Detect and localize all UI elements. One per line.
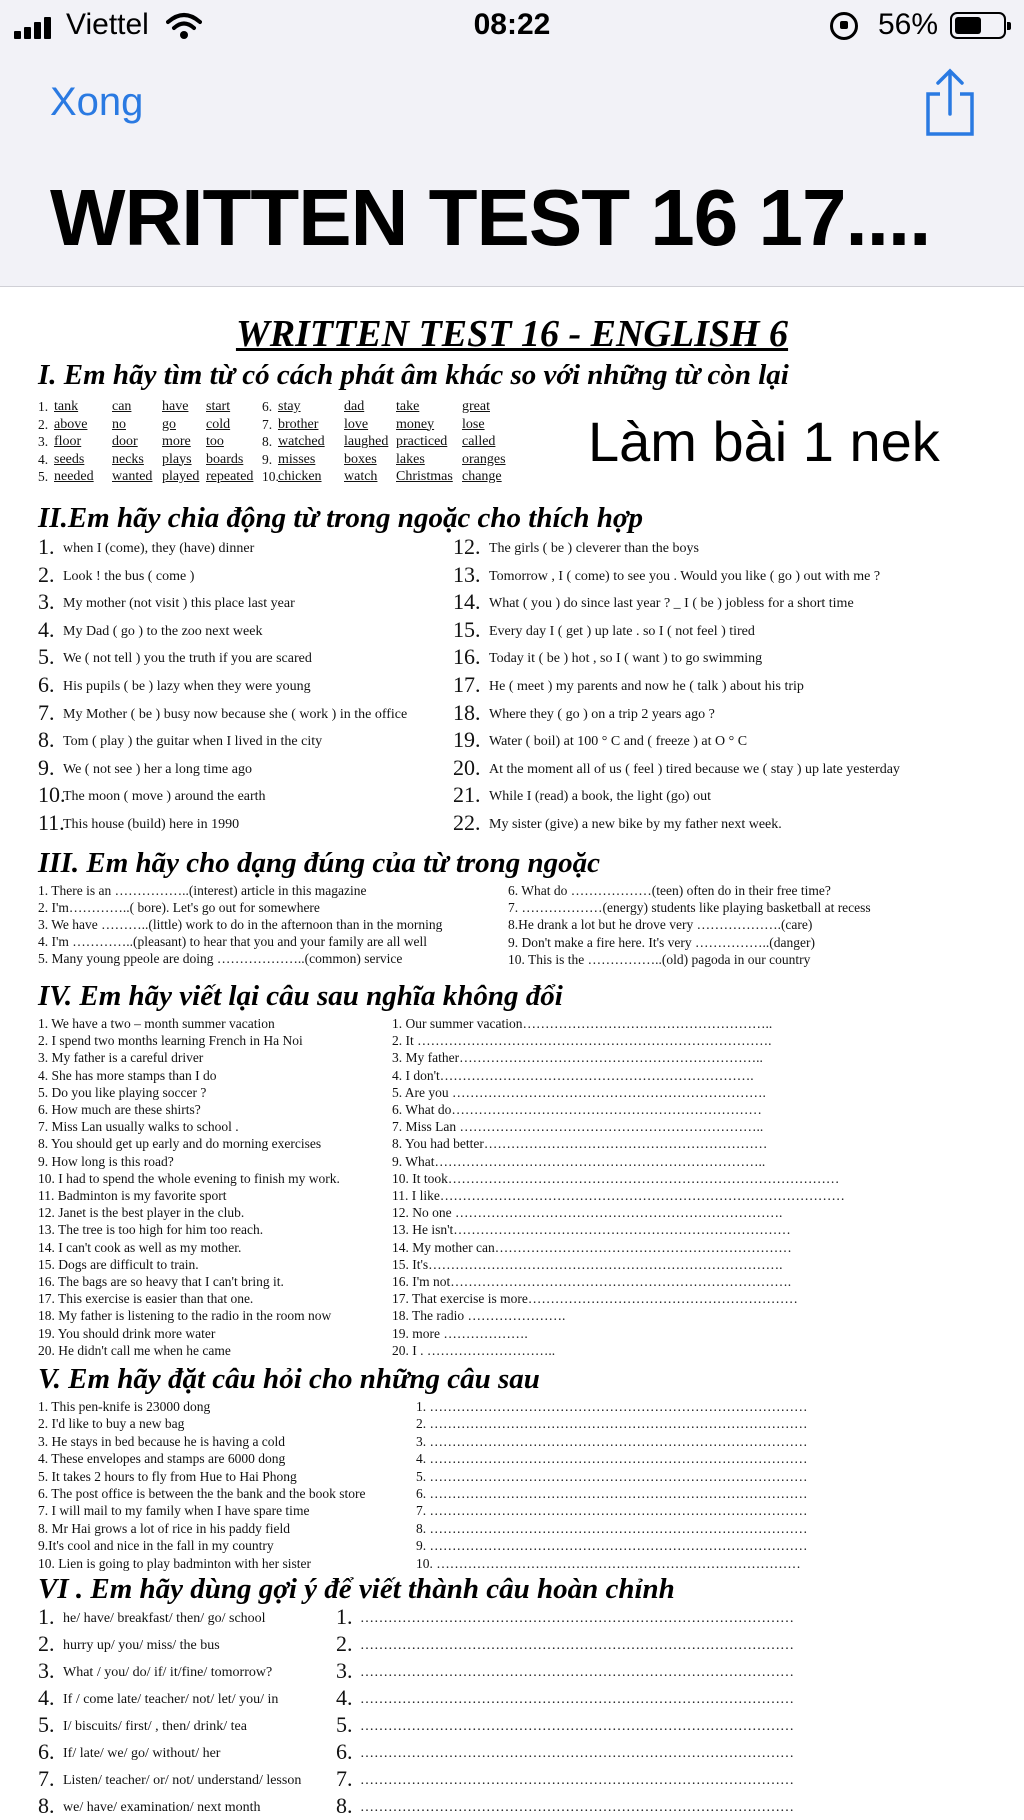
word-form-question: 10. This is the ……………..(old) pagoda in our country [508, 951, 811, 967]
done-button[interactable]: Xong [50, 80, 144, 124]
rewrite-source: 12. Janet is the best player in the club. [38, 1205, 245, 1221]
question-statement: 4. These envelopes and stamps are 6000 dong [38, 1451, 286, 1467]
document-title: WRITTEN TEST 16 17.... [50, 173, 931, 262]
word-option: watched [278, 434, 325, 449]
clock: 08:22 [473, 8, 551, 41]
verb-question: He ( meet ) my parents and now he ( talk ) about his trip [489, 679, 804, 694]
rewrite-source: 13. The tree is too high for him too reach. [38, 1222, 264, 1238]
word-option: lakes [396, 451, 425, 467]
question-number: 1. [38, 534, 55, 559]
question-answer-line: 9. ………………………………………………………………………… [416, 1538, 808, 1554]
question-statement: 9.It's cool and nice in the fall in my country [38, 1538, 274, 1554]
word-option: more [162, 434, 191, 449]
rewrite-answer-line: 18. The radio …………………. [392, 1308, 566, 1324]
section-2-heading: II.Em hãy chia động từ trong ngoặc cho thích hợp [38, 502, 643, 534]
answer-line: ………………………………………………………………………………… [360, 1719, 794, 1734]
rewrite-answer-line: 17. That exercise is more…………………………………………………… [392, 1291, 798, 1307]
question-number: 4. [38, 616, 55, 642]
rewrite-answer-line: 20. I . ……………………….. [392, 1342, 556, 1358]
question-number: 20. [453, 754, 481, 780]
question-statement: 10. Lien is going to play badminton with her sister [38, 1555, 311, 1571]
word-option: necks [112, 451, 144, 467]
verb-question: While I (read) a book, the light (go) out [489, 789, 711, 805]
question-answer-line: 7. ………………………………………………………………………… [416, 1503, 808, 1519]
question-number: 9. [38, 754, 55, 780]
word-option: dad [344, 399, 365, 414]
answer-line: ………………………………………………………………………………… [360, 1773, 794, 1788]
verb-question: when I (come), they (have) dinner [63, 541, 255, 556]
word-option: boxes [344, 451, 377, 467]
question-answer-line: 10. ……………………………………………………………………… [416, 1555, 801, 1571]
status-bar [0, 0, 1024, 50]
carrier-name: Viettel [66, 8, 149, 41]
rewrite-answer-line: 15. It's……………………………………………………………………. [392, 1256, 783, 1272]
sentence-prompt: What / you/ do/ if/ it/fine/ tomorrow? [63, 1665, 273, 1680]
verb-question: My Mother ( be ) busy now because she ( work ) in the office [63, 706, 408, 722]
verb-question: My Dad ( go ) to the zoo next week [63, 623, 263, 639]
prompt-number: 7. [38, 1766, 55, 1791]
verb-question: Today it ( be ) hot , so I ( want ) to go swimming [489, 651, 763, 667]
rewrite-answer-line: 6. What do…………………………………………………………… [392, 1102, 762, 1117]
rewrite-answer-line: 3. My father………………………………………………………….. [392, 1050, 763, 1066]
question-answer-line: 3. ………………………………………………………………………… [416, 1433, 808, 1449]
word-option: can [112, 399, 132, 414]
option-number: 3. [38, 434, 49, 449]
sentence-prompt: hurry up/ you/ miss/ the bus [63, 1638, 220, 1653]
sentence-prompt: I/ biscuits/ first/ , then/ drink/ tea [63, 1719, 247, 1734]
word-option: lose [462, 416, 485, 432]
battery-icon [950, 12, 1006, 39]
option-number: 2. [38, 416, 49, 432]
word-option: love [344, 416, 369, 432]
prompt-number: 4. [38, 1685, 55, 1710]
word-option: money [396, 416, 435, 432]
question-statement: 5. It takes 2 hours to fly from Hue to Hai Phong [38, 1468, 297, 1484]
answer-number: 4. [336, 1685, 353, 1710]
rewrite-source: 1. We have a two – month summer vacation [38, 1016, 275, 1031]
answer-number: 7. [336, 1766, 353, 1791]
word-option: played [162, 469, 200, 484]
option-number: 7. [262, 416, 273, 432]
word-option: needed [54, 469, 94, 484]
section-6-heading: VI . Em hãy dùng gợi ý để viết thành câu hoàn chỉnh [38, 1573, 675, 1605]
question-answer-line: 1. ………………………………………………………………………… [416, 1399, 808, 1414]
prompt-number: 5. [38, 1712, 55, 1737]
word-option: practiced [396, 434, 448, 449]
word-option: watch [344, 469, 378, 484]
word-option: seeds [54, 451, 85, 467]
document-page[interactable] [0, 287, 1024, 1820]
verb-question: The moon ( move ) around the earth [63, 789, 266, 805]
word-form-question: 7. ………………(energy) students like playing basketball at recess [508, 900, 871, 916]
word-option: take [396, 399, 420, 414]
rewrite-answer-line: 5. Are you ……………………………………………………………. [392, 1084, 766, 1100]
question-number: 5. [38, 644, 55, 670]
word-option: above [54, 416, 88, 432]
rewrite-answer-line: 2. It ……………………………………………………………………. [392, 1033, 772, 1049]
prompt-number: 6. [38, 1739, 55, 1764]
word-option: plays [162, 451, 192, 467]
sentence-prompt: Listen/ teacher/ or/ not/ understand/ lesson [63, 1773, 302, 1788]
verb-question: Every day I ( get ) up late . so I ( not feel ) tired [489, 623, 755, 639]
rewrite-source: 18. My father is listening to the radio in the room now [38, 1308, 332, 1324]
rewrite-answer-line: 10. It took…………………………………………………………………………… [392, 1170, 840, 1186]
rewrite-answer-line: 13. He isn't………………………………………………………………… [392, 1222, 791, 1238]
rotation-lock-icon [830, 12, 858, 40]
word-option: brother [278, 416, 319, 432]
question-answer-line: 5. ………………………………………………………………………… [416, 1468, 808, 1484]
rewrite-source: 20. He didn't call me when he came [38, 1342, 231, 1358]
question-number: 3. [38, 589, 55, 615]
option-number: 8. [262, 434, 273, 449]
word-option: called [462, 434, 496, 449]
question-number: 19. [453, 727, 481, 753]
answer-line: ………………………………………………………………………………… [360, 1746, 794, 1761]
prompt-number: 3. [38, 1658, 55, 1683]
sentence-prompt: If / come late/ teacher/ not/ let/ you/ in [63, 1692, 279, 1707]
rewrite-answer-line: 16. I'm not…………………………………………………………………. [392, 1274, 792, 1289]
question-answer-line: 8. ………………………………………………………………………… [416, 1520, 808, 1536]
word-form-question: 5. Many young ppeole are doing ………………..(common) service [38, 951, 403, 966]
word-option: door [112, 434, 138, 449]
battery-percent: 56% [878, 8, 939, 41]
rewrite-source: 2. I spend two months learning French in Ha Noi [38, 1033, 303, 1049]
rewrite-answer-line: 9. What……………………………………………………………….. [392, 1153, 766, 1169]
sentence-prompt: he/ have/ breakfast/ then/ go/ school [63, 1611, 266, 1626]
battery-fill [955, 17, 981, 34]
word-option: chicken [278, 469, 322, 484]
word-option: stay [278, 399, 301, 414]
rewrite-source: 10. I had to spend the whole evening to finish my work. [38, 1170, 340, 1186]
verb-question: Water ( boil) at 100 ° C and ( freeze ) at O ° C [489, 734, 748, 750]
option-number: 4. [38, 451, 49, 467]
word-option: repeated [206, 469, 254, 484]
rewrite-source: 16. The bags are so heavy that I can't bring it. [38, 1274, 284, 1289]
word-form-question: 6. What do ………………(teen) often do in their free time? [508, 883, 831, 898]
prompt-number: 8. [38, 1793, 55, 1818]
verb-question: The girls ( be ) cleverer than the boys [489, 541, 699, 556]
rewrite-answer-line: 14. My mother can………………………………………………………… [392, 1239, 792, 1255]
verb-question: Where they ( go ) on a trip 2 years ago ? [489, 706, 715, 722]
question-number: 16. [453, 644, 481, 670]
share-icon[interactable] [924, 68, 976, 138]
option-number: 9. [262, 451, 273, 467]
question-number: 7. [38, 699, 55, 725]
verb-question: Tomorrow , I ( come) to see you . Would you like ( go ) out with me ? [489, 568, 881, 584]
word-option: Christmas [396, 469, 453, 484]
rewrite-answer-line: 1. Our summer vacation……………………………………………….. [392, 1016, 773, 1031]
answer-line: ………………………………………………………………………………… [360, 1800, 794, 1815]
word-form-question: 4. I'm …………..(pleasant) to hear that you and your family are all well [38, 934, 427, 949]
word-option: great [462, 399, 490, 414]
rewrite-source: 7. Miss Lan usually walks to school . [38, 1119, 239, 1135]
rewrite-source: 8. You should get up early and do morning exercises [38, 1136, 322, 1152]
verb-question: Tom ( play ) the guitar when I lived in the city [63, 734, 323, 750]
answer-number: 1. [336, 1604, 353, 1629]
section-1-heading: I. Em hãy tìm từ có cách phát âm khác so với những từ còn lại [38, 359, 789, 391]
rewrite-source: 3. My father is a careful driver [38, 1050, 204, 1066]
word-form-question: 1. There is an ……………..(interest) article in this magazine [38, 883, 367, 898]
verb-question: His pupils ( be ) lazy when they were young [63, 679, 311, 694]
word-form-question: 8.He drank a lot but he drove very ……………….(care) [508, 917, 813, 933]
sentence-prompt: If/ late/ we/ go/ without/ her [63, 1746, 221, 1761]
word-option: floor [54, 434, 82, 449]
verb-question: We ( not see ) her a long time ago [63, 761, 252, 777]
word-option: laughed [344, 434, 389, 449]
prompt-number: 2. [38, 1631, 55, 1656]
option-number: 10. [262, 469, 279, 484]
answer-line: ………………………………………………………………………………… [360, 1611, 794, 1626]
question-number: 6. [38, 672, 55, 697]
answer-line: ………………………………………………………………………………… [360, 1692, 794, 1707]
word-option: wanted [112, 469, 153, 484]
verb-question: My sister (give) a new bike by my father next week. [489, 817, 782, 832]
verb-question: This house (build) here in 1990 [63, 817, 240, 832]
word-option: have [162, 399, 189, 414]
word-form-question: 9. Don't make a fire here. It's very ……………..(danger) [508, 934, 816, 950]
question-number: 22. [453, 810, 481, 835]
rewrite-answer-line: 19. more ………………. [392, 1325, 528, 1341]
test-title: WRITTEN TEST 16 - ENGLISH 6 [235, 313, 789, 355]
rewrite-source: 14. I can't cook as well as my mother. [38, 1239, 242, 1255]
question-statement: 1. This pen-knife is 23000 dong [38, 1399, 211, 1414]
handwritten-annotation: Làm bài 1 nek [588, 410, 940, 473]
answer-line: ………………………………………………………………………………… [360, 1665, 794, 1680]
question-statement: 7. I will mail to my family when I have spare time [38, 1503, 310, 1519]
verb-question: At the moment all of us ( feel ) tired because we ( stay ) up late yesterday [489, 761, 900, 777]
option-number: 1. [38, 399, 49, 414]
question-answer-line: 2. ………………………………………………………………………… [416, 1416, 808, 1432]
question-number: 15. [453, 616, 481, 642]
word-form-question: 2. I'm…………..( bore). Let's go out for somewhere [38, 900, 320, 915]
question-statement: 8. Mr Hai grows a lot of rice in his paddy field [38, 1520, 290, 1536]
answer-number: 3. [336, 1658, 353, 1683]
question-number: 13. [453, 561, 481, 587]
prompt-number: 1. [38, 1604, 55, 1629]
rewrite-source: 11. Badminton is my favorite sport [38, 1188, 227, 1203]
rewrite-answer-line: 8. You had better……………………………………………………… [392, 1136, 768, 1152]
rewrite-source: 5. Do you like playing soccer ? [38, 1084, 207, 1100]
rewrite-source: 15. Dogs are difficult to train. [38, 1256, 199, 1272]
option-number: 6. [262, 399, 273, 414]
question-number: 2. [38, 561, 55, 587]
question-number: 21. [453, 782, 481, 808]
question-statement: 3. He stays in bed because he is having a cold [38, 1433, 286, 1449]
answer-number: 5. [336, 1712, 353, 1737]
answer-number: 6. [336, 1739, 353, 1764]
verb-question: My mother (not visit ) this place last year [63, 596, 295, 612]
rewrite-answer-line: 4. I don't……………………………………………………………. [392, 1067, 754, 1083]
rewrite-answer-line: 7. Miss Lan ………………………………………………………….. [392, 1119, 764, 1135]
word-option: misses [278, 451, 316, 467]
word-form-question: 3. We have ………..(little) work to do in the afternoon than in the morning [38, 917, 443, 932]
section-5-heading: V. Em hãy đặt câu hỏi cho những câu sau [38, 1363, 540, 1395]
word-option: too [206, 434, 224, 449]
rewrite-answer-line: 12. No one ………………………………………………………………. [392, 1205, 783, 1221]
word-option: tank [54, 399, 79, 414]
answer-line: ………………………………………………………………………………… [360, 1638, 794, 1653]
verb-question: We ( not tell ) you the truth if you are scared [63, 651, 312, 667]
sentence-prompt: we/ have/ examination/ next month [63, 1800, 261, 1815]
verb-question: What ( you ) do since last year ? _ I ( be ) jobless for a short time [489, 596, 854, 612]
rewrite-source: 6. How much are these shirts? [38, 1102, 201, 1117]
word-option: go [162, 416, 176, 432]
question-statement: 6. The post office is between the the bank and the book store [38, 1486, 366, 1501]
word-option: start [206, 399, 231, 414]
word-option: boards [206, 451, 244, 467]
rewrite-source: 4. She has more stamps than I do [38, 1067, 217, 1083]
section-3-heading: III. Em hãy cho dạng đúng của từ trong ngoặc [38, 847, 601, 879]
word-option: change [462, 469, 502, 484]
question-answer-line: 6. ………………………………………………………………………… [416, 1486, 808, 1501]
rewrite-source: 19. You should drink more water [38, 1325, 216, 1341]
answer-number: 2. [336, 1631, 353, 1656]
question-answer-line: 4. ………………………………………………………………………… [416, 1451, 808, 1467]
question-number: 17. [453, 672, 481, 697]
answer-number: 8. [336, 1793, 353, 1818]
rewrite-answer-line: 11. I like……………………………………………………………………………… [392, 1188, 845, 1203]
word-option: no [112, 416, 126, 432]
option-number: 5. [38, 469, 49, 484]
section-4-heading: IV. Em hãy viết lại câu sau nghĩa không đổi [38, 980, 563, 1012]
question-number: 18. [453, 699, 481, 725]
question-number: 10. [38, 782, 66, 808]
rewrite-source: 17. This exercise is easier than that one. [38, 1291, 254, 1307]
question-number: 12. [453, 534, 481, 559]
question-number: 11. [38, 810, 65, 835]
verb-question: Look ! the bus ( come ) [63, 568, 195, 584]
rewrite-source: 9. How long is this road? [38, 1153, 174, 1169]
word-option: oranges [462, 451, 506, 467]
question-statement: 2. I'd like to buy a new bag [38, 1416, 185, 1432]
word-option: cold [206, 416, 231, 432]
question-number: 8. [38, 727, 55, 753]
question-number: 14. [453, 589, 481, 615]
